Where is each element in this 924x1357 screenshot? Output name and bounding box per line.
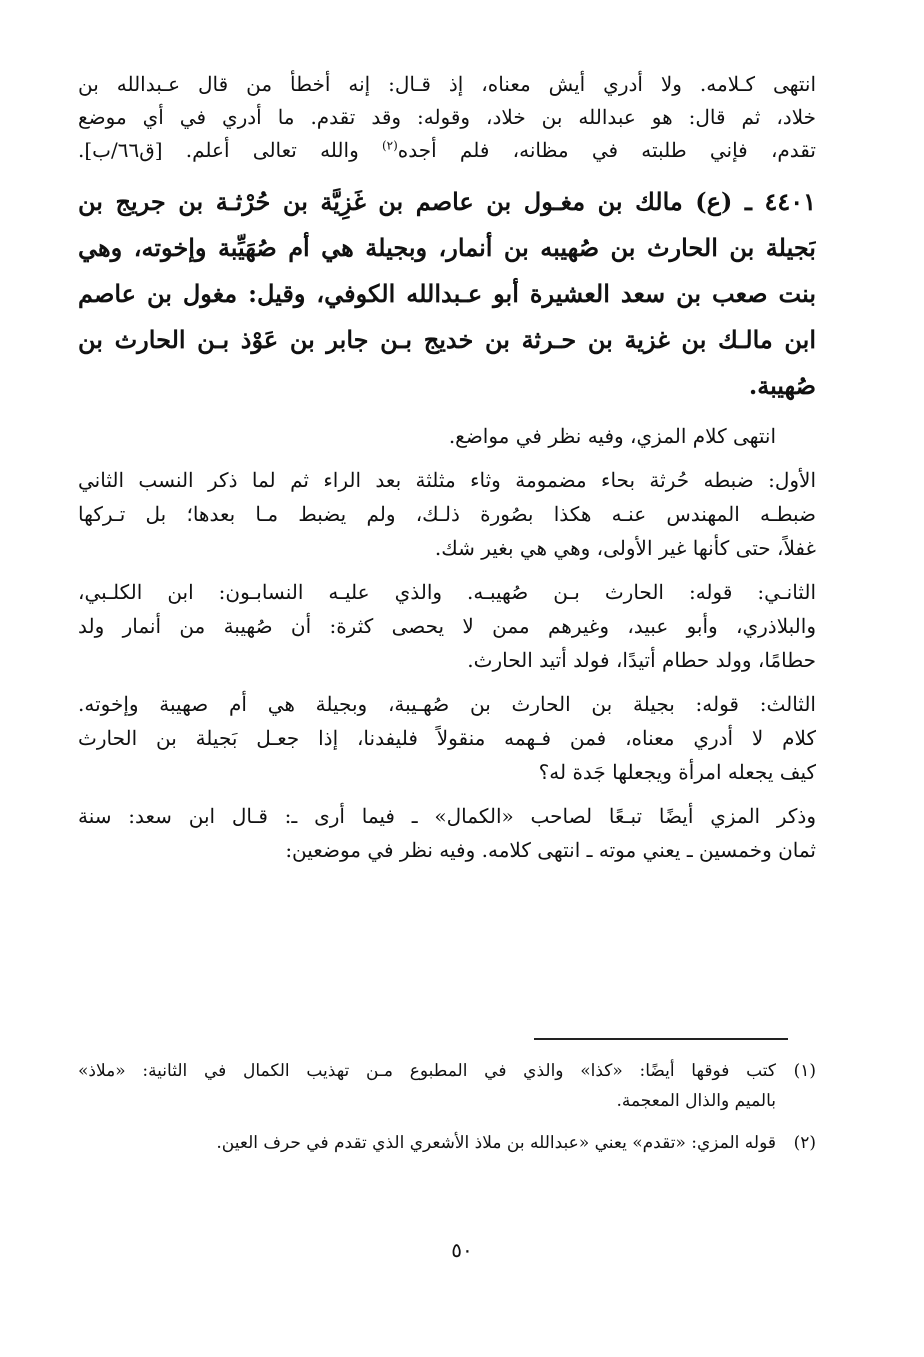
paragraph-third-point (78, 687, 816, 789)
p3-line-1: الثانـي: قوله: الحارث بـن صُهيبـه. والذي عليـه النسابـون: ابن الكلـبي، (78, 580, 816, 604)
intro-line-3-start: تقدم، فإني طلبته في مظانه، فلم أجده (397, 138, 816, 162)
p2-line-3: غفلاً، حتى كأنها غير الأولى، وهي هي بغير شك. (434, 536, 816, 560)
entry-line-5: صُهيبة. (748, 371, 816, 400)
p3-line-2: والبلاذري، وأبو عبيد، وغيرهم ممن لا يحصى كثرة: أن صُهيبة من أنمار ولد (78, 614, 816, 638)
footnote-1-text-1: كتب فوقها أيضًا: «كذا» والذي في المطبوع مـن تهذيب الكمال في الثانية: «ملاذ» (78, 1061, 776, 1081)
footnote-2-number: (٢) (793, 1133, 816, 1153)
biography-entry-4401 (78, 179, 816, 409)
p2-line-2: ضبطـه المهندس عنـه هكذا بصُورة ذلـك، ولم يضبط مـا بعدها؛ بل تـركها (78, 502, 816, 526)
page-body (78, 68, 816, 867)
p5-line-1: وذكر المزي أيضًا تبـعًا لصاحب «الكمال» ـ فيما أرى ـ: قـال ابن سعد: سنة (78, 804, 816, 828)
footnote-2-text-1: قوله المزي: «تقدم» يعني «عبدالله بن ملاذ الأشعري الذي تقدم في حرف العين. (216, 1133, 776, 1153)
entry-line-1: ٤٤٠١ ـ (ع) مالك بن مغـول بن عاصم بن غَزِيَّة بن حُرْثـة بن جريج بن (78, 187, 816, 216)
intro-line-3-end: والله تعالى أعلم. [ق٦٦/ب]. (78, 138, 359, 162)
p1-line-1: انتهى كلام المزي، وفيه نظر في مواضع. (448, 424, 776, 448)
footnote-1-number: (١) (793, 1061, 816, 1081)
footnote-1 (78, 1056, 816, 1116)
intro-line-1: انتهى كـلامه. ولا أدري أيش معناه، إذ قـال: إنه أخطأ من قال عـبدالله بن (78, 72, 816, 96)
footnote-separator (534, 1038, 788, 1040)
p4-line-3: كيف يجعله امرأة ويجعلها جَدة له؟ (538, 760, 816, 784)
footnote-2 (78, 1128, 816, 1158)
paragraph-fourth-point (78, 799, 816, 867)
paragraph-conclusion (78, 419, 816, 453)
paragraph-second-point (78, 575, 816, 677)
p2-line-1: الأول: ضبطه حُرثة بحاء مضمومة وثاء مثلثة بعد الراء ثم لما ذكر النسب الثاني (78, 468, 816, 492)
paragraph-first-point (78, 463, 816, 565)
entry-line-4: ابن مالـك بن غزية بن حـرثة بن خديج بـن جابر بن عَوْذ بـن الحارث بن (78, 325, 816, 354)
footnote-ref-2[interactable]: (٢) (381, 138, 398, 153)
footnote-2-line-1 (78, 1128, 816, 1158)
footnotes (78, 1056, 816, 1158)
p3-line-3: حطامًا، وولد حطام أتيدًا، فولد أتيد الحارث. (467, 648, 816, 672)
p4-line-1: الثالث: قوله: بجيلة بن الحارث بن صُهـيبة، وبجيلة هي أم صهيبة وإخوته. (78, 692, 816, 716)
intro-line-2: خلاد، ثم قال: هو عبدالله بن خلاد، وقوله: وقد تقدم. ما أدري في أي موضع (78, 105, 816, 129)
p5-line-2: ثمان وخمسين ـ يعني موته ـ انتهى كلامه. وفيه نظر في موضعين: (285, 838, 816, 862)
footnote-1-line-2: بالميم والذال المعجمة. (616, 1091, 776, 1111)
page-number: ٥٠ (451, 1238, 473, 1262)
intro-line-3 (78, 134, 816, 167)
p4-line-2: كلام لا أدري معناه، فمن فـهمه منقولاً فليفدنا، إذا جعـل بَجيلة بن الحارث (78, 726, 816, 750)
entry-line-2: بَجيلة بن الحارث بن صُهيبه بن أنمار، وبجيلة هي أم صُهَيِّبة وإخوته، وهي (78, 233, 816, 262)
footnote-1-line-1 (78, 1056, 816, 1086)
entry-line-3: بنت صعب بن سعد العشيرة أبو عـبدالله الكوفي، وقيل: مغول بن عاصم (78, 279, 816, 308)
intro-paragraph (78, 68, 816, 167)
